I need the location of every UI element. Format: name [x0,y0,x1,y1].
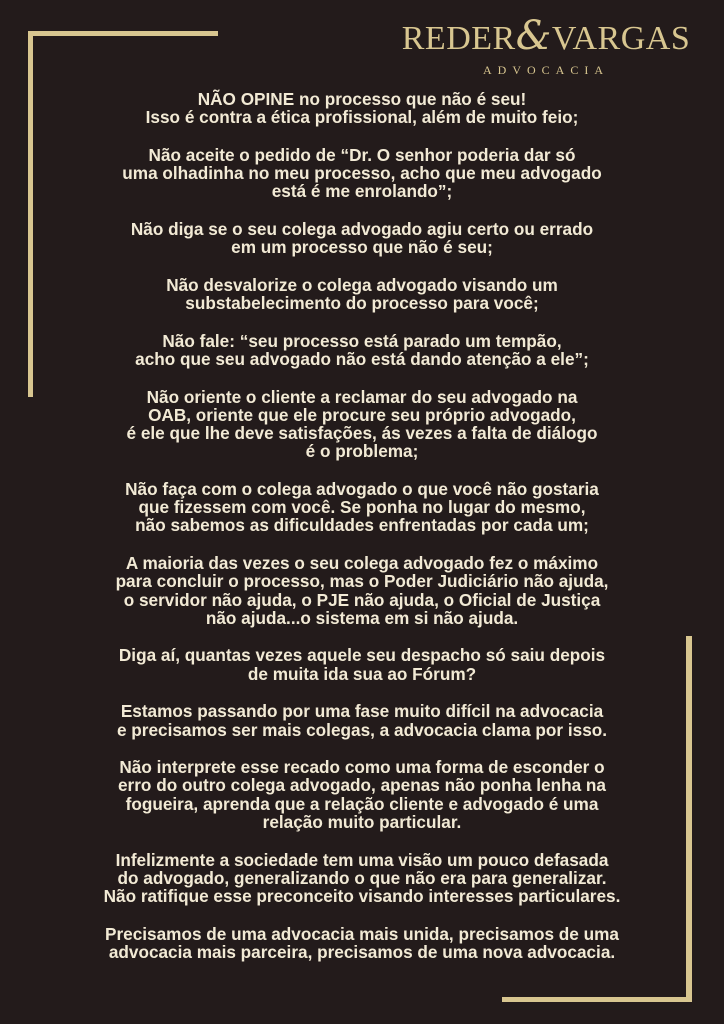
text-line: Precisamos de uma advocacia mais unida, precisamos de uma [105,923,619,944]
text-line: fogueira, aprenda que a relação cliente e advogado é uma [125,793,599,814]
paragraph [58,480,666,535]
text-line: Não diga se o seu colega advogado agiu certo ou errado [130,219,594,240]
text-line: Não desvalorize o colega advogado visando um [166,274,558,295]
brand-logo [396,13,696,78]
text-line: de muita ida sua ao Fórum? [247,663,477,684]
logo-ampersand: & [515,13,552,59]
frame-corner-top-left-vertical [28,31,33,397]
paragraph [58,276,666,312]
text-line: Estamos passando por uma fase muito difícil na advocacia [120,701,604,722]
text-line: o servidor não ajuda, o PJE não ajuda, o Oficial de Justiça [123,589,601,610]
paragraph [58,146,666,201]
text-line: A maioria das vezes o seu colega advogado fez o máximo [125,553,599,574]
paragraph [58,702,666,738]
text-line: Diga aí, quantas vezes aquele seu despacho só saiu depois [118,645,606,666]
logo-subtitle: ADVOCACIA [483,63,609,77]
text-line: uma olhadinha no meu processo, acho que meu advogado [122,163,602,184]
paragraph [58,554,666,627]
text-line: NÃO OPINE no processo que não é seu! [197,89,527,109]
paragraph [58,388,666,461]
logo-name-right: VARGAS [551,20,691,57]
text-line: não sabemos as dificuldades enfrentadas por cada um; [135,515,589,536]
letter-body [58,90,666,981]
text-line: é ele que lhe deve satisfações, ás vezes a falta de diálogo [126,423,598,444]
text-line: Infelizmente a sociedade tem uma visão um pouco defasada [115,849,609,870]
text-line: relação muito particular. [262,811,462,832]
text-line: não ajuda...o sistema em si não ajuda. [205,607,519,628]
text-line: é o problema; [305,441,419,462]
text-line: Não interprete esse recado como uma forma de esconder o [119,757,605,778]
text-line: acho que seu advogado não está dando atenção a ele”; [135,349,589,370]
text-line: está é me enrolando”; [271,181,453,202]
frame-corner-top-left-horizontal [28,31,218,36]
logo-name-left: REDER [401,20,516,57]
text-line: que fizessem com você. Se ponha no lugar do mesmo, [138,497,586,518]
paragraph [58,646,666,682]
text-line: substabelecimento do processo para você; [185,293,539,314]
text-line: Não oriente o cliente a reclamar do seu advogado na [146,386,578,407]
paragraph [58,851,666,906]
text-line: Não fale: “seu processo está parado um tempão, [162,330,562,351]
text-line: para concluir o processo, mas o Poder Judiciário não ajuda, [115,571,609,592]
paragraph [58,332,666,368]
text-line: Isso é contra a ética profissional, além de muito feio; [145,107,579,128]
text-line: Não aceite o pedido de “Dr. O senhor poderia dar só [148,144,576,165]
paragraph [58,758,666,831]
paragraph [58,925,666,961]
frame-corner-bottom-right-horizontal [502,997,692,1002]
frame-corner-bottom-right-vertical [686,636,692,1002]
paragraph [58,90,666,126]
text-line: em um processo que não é seu; [231,237,493,258]
text-line: advocacia mais parceira, precisamos de uma nova advocacia. [108,941,616,962]
text-line: Não faça com o colega advogado o que você não gostaria [125,479,599,500]
text-line: erro do outro colega advogado, apenas não ponha lenha na [117,775,606,796]
text-line: do advogado, generalizando o que não era para generalizar. [117,867,607,888]
text-line: Não ratifique esse preconceito visando interesses particulares. [103,886,621,906]
paragraph [58,220,666,256]
text-line: OAB, oriente que ele procure seu próprio advogado, [148,404,576,425]
text-line: e precisamos ser mais colegas, a advocacia clama por isso. [116,719,608,740]
